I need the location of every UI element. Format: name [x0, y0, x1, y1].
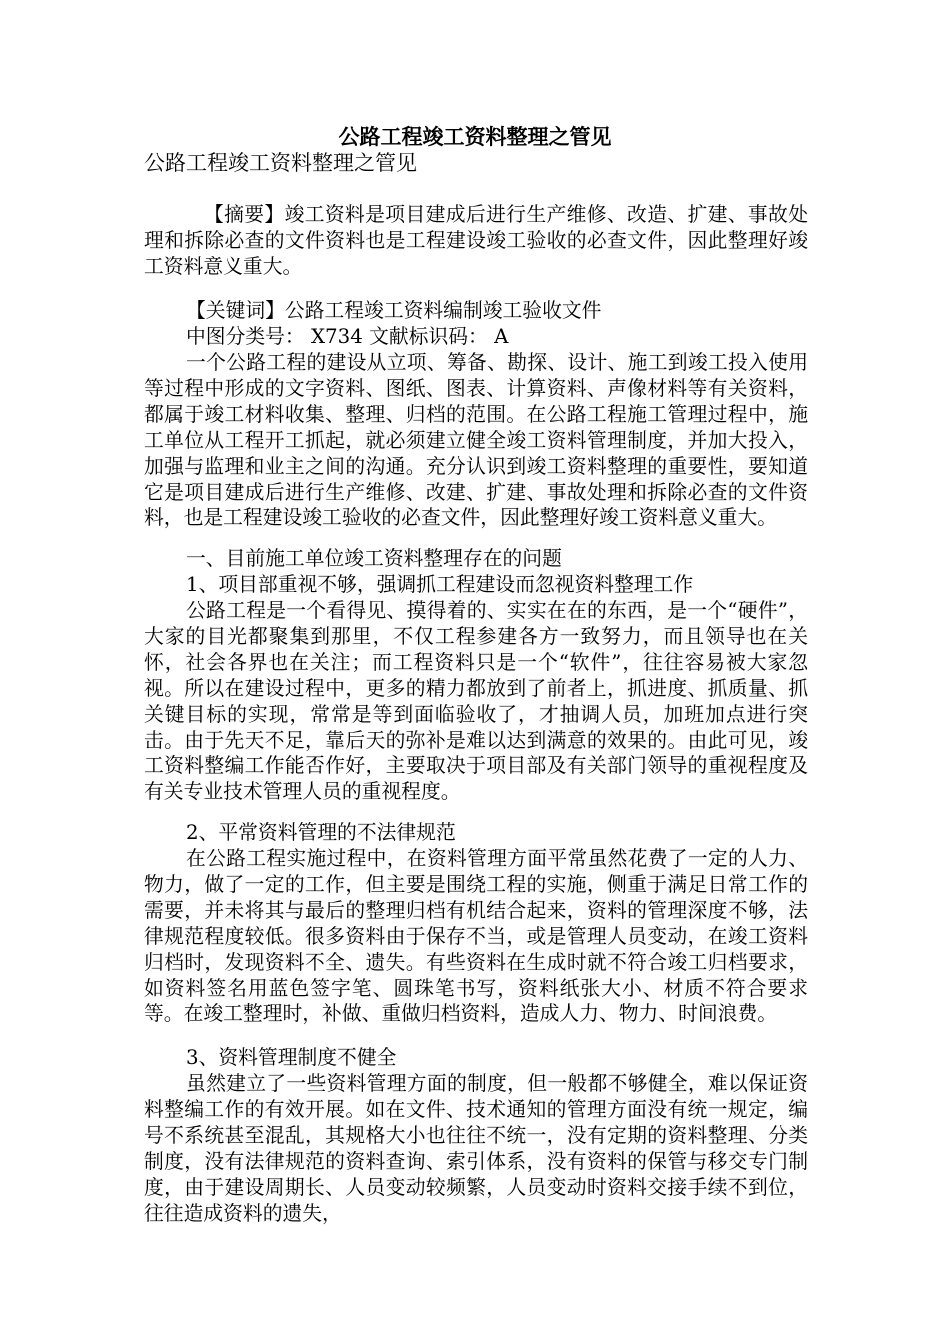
abstract-paragraph: 【摘要】竣工资料是项目建成后进行生产维修、改造、扩建、事故处理和拆除必查的文件资料也是工程建设竣工验收的必查文件，因此整理好竣工资料意义重大。 [144, 203, 808, 278]
subsection-heading: 2、平常资料管理的不法律规范 [186, 821, 456, 844]
body-paragraph: 公路工程是一个看得见、摸得着的、实实在在的东西，是一个“硬件”，大家的目光都聚集到那里，不仅工程参建各方一致努力，而且领导也在关怀，社会各界也在关注；而工程资料只是一个“软件”，往往容易被大家忽视。所以在建设过程中，更多的精力都放到了前者上，抓进度、抓质量、抓关键目标的实现，常常是等到面临验收了，才抽调人员，加班加点进行突击。由于先天不足，靠后天的弥补是难以达到满意的效果的。由此可见，竣工资料整编工作能否作好，主要取决于项目部及有关部门领导的重视程度及有关专业技术管理人员的重视程度。 [144, 599, 808, 804]
document-subtitle: 公路工程竣工资料整理之管见 [144, 151, 417, 175]
body-paragraph: 在公路工程实施过程中，在资料管理方面平常虽然花费了一定的人力、物力，做了一定的工作，但主要是围绕工程的实施，侧重于满足日常工作的需要，并未将其与最后的整理归档有机结合起来，资料的管理深度不够，法律规范程度较低。很多资料由于保存不当，或是管理人员变动，在竣工资料归档时，发现资料不全、遗失。有些资料在生成时就不符合竣工归档要求，如资料签名用蓝色签字笔、圆珠笔书写，资料纸张大小、材质不符合要求等。在竣工整理时，补做、重做归档资料，造成人力、物力、时间浪费。 [144, 847, 808, 1026]
body-paragraph: 虽然建立了一些资料管理方面的制度，但一般都不够健全，难以保证资料整编工作的有效开展。如在文件、技术通知的管理方面没有统一规定，编号不系统甚至混乱，其规格大小也往往不统一，没有定期的资料整理、分类制度，没有法律规范的资料查询、索引体系，没有资料的保管与移交专门制度，由于建设周期长、人员变动较频繁，人员变动时资料交接手续不到位，往往造成资料的遗失， [144, 1072, 808, 1225]
document-title: 公路工程竣工资料整理之管见 [338, 124, 612, 149]
classification-line: 中图分类号： X734 文献标识码： A [186, 325, 509, 348]
keywords-line: 【关键词】公路工程竣工资料编制竣工验收文件 [186, 299, 602, 322]
subsection-heading: 1、项目部重视不够，强调抓工程建设而忽视资料整理工作 [186, 573, 694, 596]
subsection-heading: 3、资料管理制度不健全 [186, 1046, 397, 1069]
section-heading: 一、目前施工单位竣工资料整理存在的问题 [186, 547, 562, 570]
intro-paragraph: 一个公路工程的建设从立项、筹备、勘探、设计、施工到竣工投入使用等过程中形成的文字资料、图纸、图表、计算资料、声像材料等有关资料，都属于竣工材料收集、整理、归档的范围。在公路工程施工管理过程中，施工单位从工程开工抓起，就必须建立健全竣工资料管理制度，并加大投入，加强与监理和业主之间的沟通。充分认识到竣工资料整理的重要性，要知道它是项目建成后进行生产维修、改建、扩建、事故处理和拆除必查的文件资料，也是工程建设竣工验收的必查文件，因此整理好竣工资料意义重大。 [144, 351, 808, 530]
